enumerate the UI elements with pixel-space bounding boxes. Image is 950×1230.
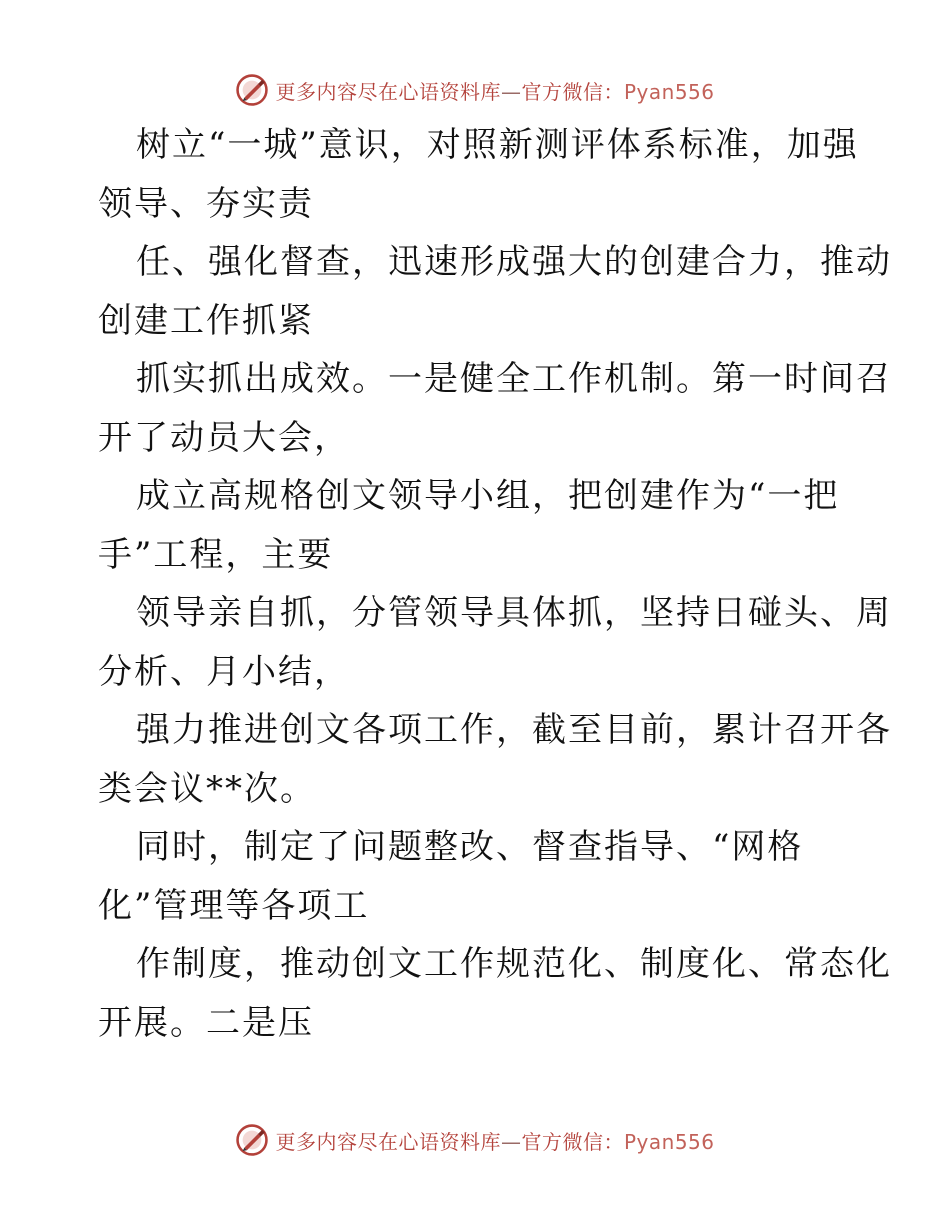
banner-wechat-id: Pyan556 <box>623 1129 715 1154</box>
document-body <box>98 116 892 1052</box>
text-line: 领导、夯实责 <box>98 183 314 224</box>
text-line: 成立高规格创文领导小组，把创建作为“一把 <box>136 476 840 516</box>
banner-separator: — <box>500 79 522 104</box>
text-line: 开展。二是压 <box>98 1002 314 1043</box>
text-line: 创建工作抓紧 <box>98 300 314 341</box>
banner-wechat-id: Pyan556 <box>623 79 715 104</box>
text-line: 同时，制定了问题整改、督查指导、“网格 <box>136 827 804 867</box>
text-line: 强力推进创文各项工作，截至目前，累计召开各 <box>136 710 892 750</box>
banner-text <box>275 1126 714 1155</box>
text-line: 抓实抓出成效。一是健全工作机制。第一时间召 <box>136 359 892 399</box>
text-line: 类会议**次。 <box>98 768 316 809</box>
text-line: 领导亲自抓，分管领导具体抓，坚持日碰头、周 <box>136 593 892 633</box>
header-banner <box>0 70 950 110</box>
pen-nib-logo-icon <box>235 73 269 107</box>
banner-separator: — <box>500 1129 522 1154</box>
text-line: 树立“一城”意识，对照新测评体系标准，加强 <box>136 125 859 165</box>
text-line: 开了动员大会， <box>98 417 350 458</box>
footer-banner <box>0 1120 950 1160</box>
text-line: 作制度，推动创文工作规范化、制度化、常态化 <box>136 944 892 984</box>
banner-wechat-label: 官方微信： <box>521 79 624 104</box>
banner-text <box>275 76 714 105</box>
text-line: 化”管理等各项工 <box>98 885 370 926</box>
banner-wechat-label: 官方微信： <box>521 1129 624 1154</box>
text-line: 分析、月小结， <box>98 651 350 692</box>
pen-nib-logo-icon <box>235 1123 269 1157</box>
text-line: 手”工程，主要 <box>98 534 334 575</box>
banner-slogan: 更多内容尽在心语资料库 <box>275 1129 501 1154</box>
text-line: 任、强化督查，迅速形成强大的创建合力，推动 <box>136 242 892 282</box>
banner-slogan: 更多内容尽在心语资料库 <box>275 79 501 104</box>
